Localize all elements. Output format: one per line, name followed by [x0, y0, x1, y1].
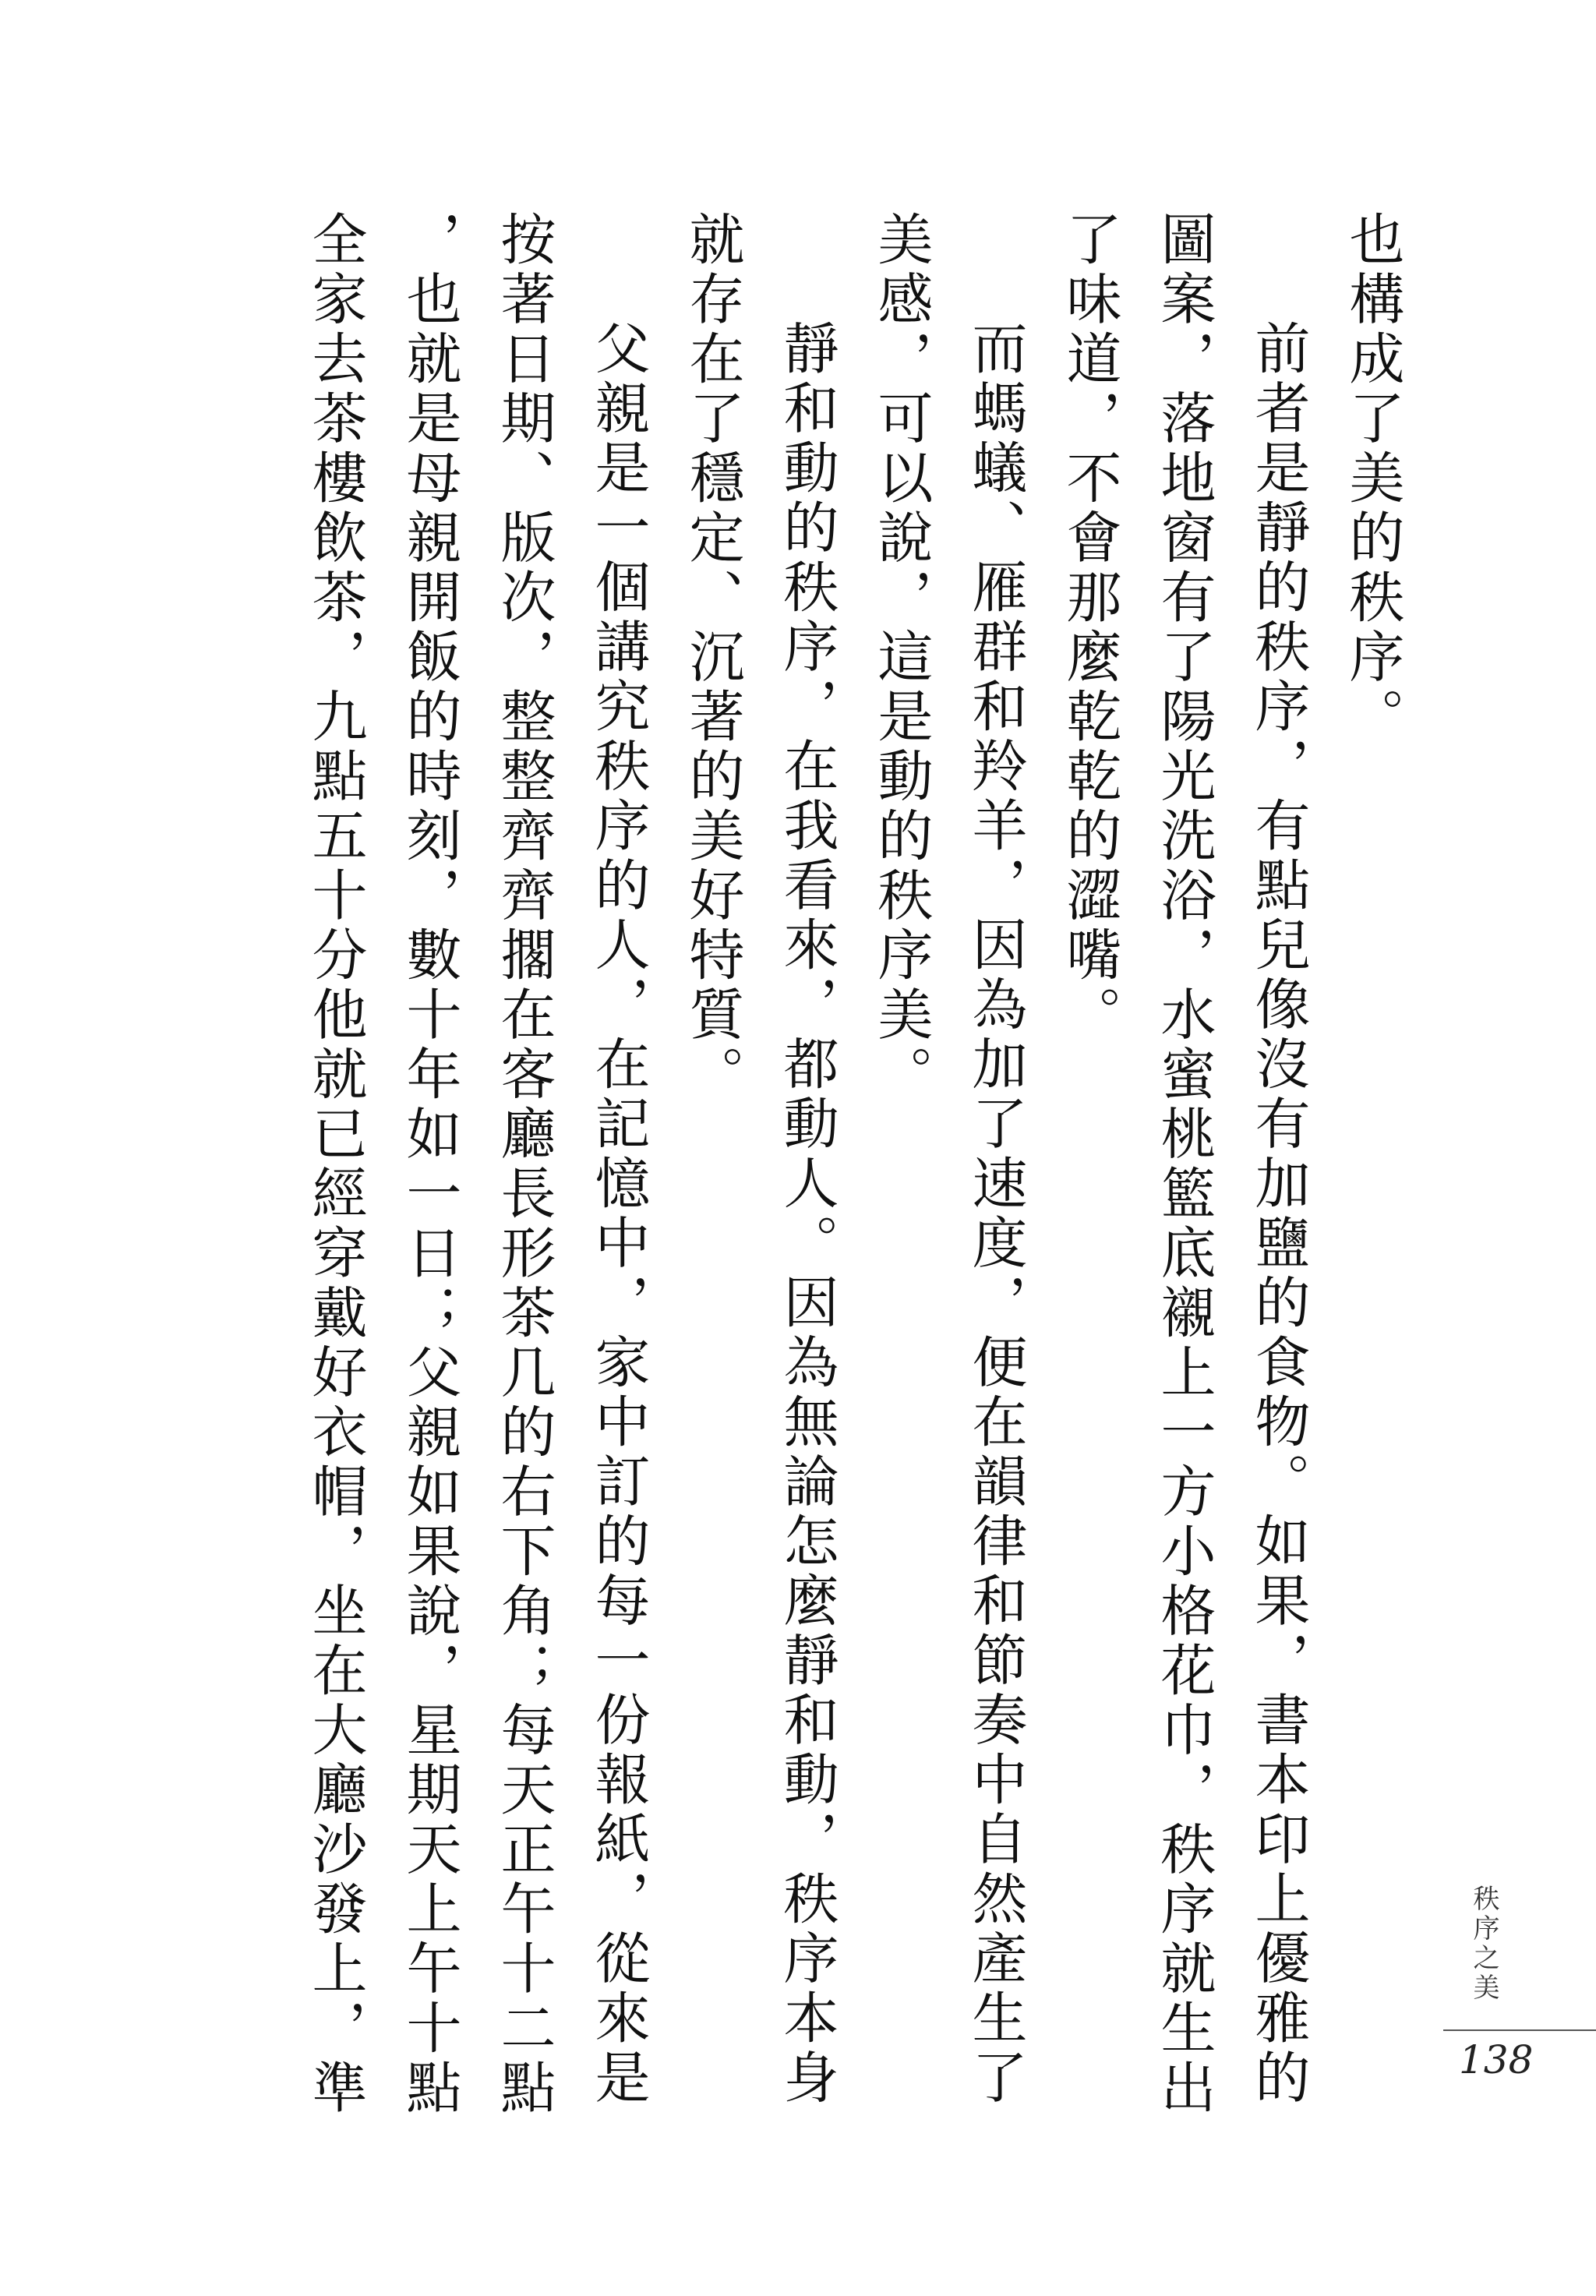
text-column: 就存在了穩定、沉著的美好特質。 [680, 210, 745, 1105]
text-column: 圖案，落地窗有了陽光洗浴，水蜜桃籃底襯上一方小格花巾，秩序就生出 [1152, 210, 1216, 2118]
text-column: 全家去茶樓飲茶，九點五十分他就已經穿戴好衣帽，坐在大廳沙發上，準 [303, 210, 368, 2118]
text-column: ，也就是母親開飯的時刻，數十年如一日；父親如果說，星期天上午十點 [397, 210, 462, 2118]
footer-divider [1443, 2029, 1596, 2031]
text-column: 按著日期、版次，整整齊齊擱在客廳長形茶几的右下角；每天正午十二點 [492, 210, 556, 2118]
text-column-paragraph-start: 而螞蟻、雁群和羚羊，因為加了速度，便在韻律和節奏中自然產生了 [963, 320, 1028, 2108]
text-column-paragraph-start: 父親是一個講究秩序的人，在記憶中，家中訂的每一份報紙，從來是 [586, 320, 651, 2108]
running-head: 秩序之美 [1468, 1884, 1499, 2003]
text-column: 也構成了美的秩序。 [1340, 210, 1405, 747]
text-column-paragraph-start: 前者是靜的秩序，有點兒像沒有加鹽的食物。如果，書本印上優雅的 [1246, 320, 1311, 2108]
page-number: 138 [1459, 2037, 1534, 2082]
text-column: 了味道，不會那麼乾乾的澀嘴。 [1058, 210, 1122, 1045]
text-column: 美感，可以說，這是動的秩序美。 [869, 210, 934, 1105]
text-column-paragraph-start: 靜和動的秩序，在我看來，都動人。因為無論怎麼靜和動，秩序本身 [775, 320, 839, 2108]
